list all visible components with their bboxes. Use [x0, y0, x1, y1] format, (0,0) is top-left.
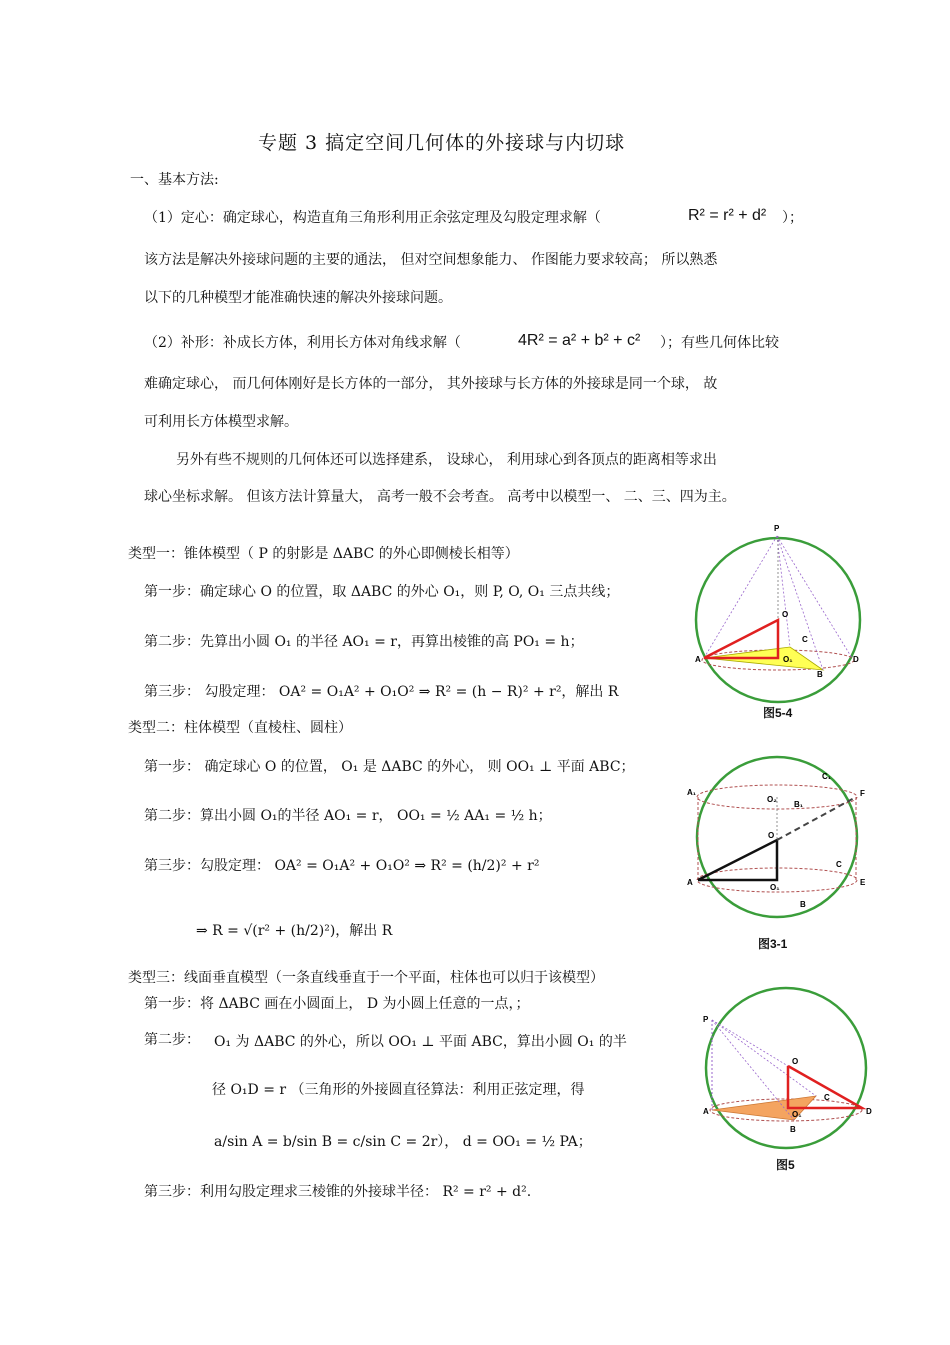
label-A: A — [695, 655, 701, 664]
type1-step3: 第三步： 勾股定理： OA² = O₁A² + O₁O² ⇒ R² = (h − R)² + r²，解出 R — [144, 684, 619, 700]
label-C1: C₁ — [822, 772, 832, 781]
lateral-edge — [712, 1020, 788, 1066]
method-1-formula: R² = r² + d² — [688, 207, 767, 224]
type1-heading: 类型一：锥体模型（ P 的射影是 ΔABC 的外心即侧棱长相等） — [128, 546, 519, 562]
method-1-text: （1）定心：确定球心，构造直角三角形利用正余弦定理及勾股定理求解（ — [144, 210, 601, 226]
label-C: C — [802, 635, 808, 644]
label-B1: B₁ — [794, 800, 804, 809]
type3-step2-line2: 径 O₁D = r （三角形的外接圆直径算法：利用正弦定理，得 — [212, 1082, 585, 1098]
figure-3-1 — [684, 752, 874, 932]
diagonal — [777, 797, 856, 840]
type3-step1: 第一步：将 ΔABC 画在小圆面上， D 为小圆上任意的一点，； — [144, 996, 530, 1012]
method-1-line2: 该方法是解决外接球问题的主要的通法， 但对空间想象能力、 作图能力要求较高； 所以熟悉 — [144, 252, 718, 268]
figure-5-4 — [690, 522, 870, 712]
page-title: 专题 3 搞定空间几何体的外接球与内切球 — [258, 132, 626, 154]
type1-step1: 第一步：确定球心 O 的位置，取 ΔABC 的外心 O₁，则 P, O, O₁ 三点共线； — [144, 584, 620, 600]
label-P: P — [774, 524, 780, 533]
label-C: C — [836, 860, 842, 869]
label-O2: O₂ — [767, 795, 777, 804]
label-P: P — [703, 1015, 709, 1024]
label-D: D — [866, 1107, 872, 1116]
figure-caption: 图5 — [776, 1158, 795, 1172]
right-triangle — [698, 840, 777, 880]
label-O: O — [782, 610, 789, 619]
label-D: D — [853, 655, 859, 664]
method-2-formula: 4R² = a² + b² + c² — [518, 332, 641, 349]
type2-step3: 第三步：勾股定理： OA² = O₁A² + O₁O² ⇒ R² = (h/2)² + r² — [144, 858, 540, 874]
label-A: A — [687, 878, 693, 887]
label-C: C — [824, 1093, 830, 1102]
label-A1: A₁ — [687, 788, 697, 797]
type2-step1: 第一步： 确定球心 O 的位置， O₁ 是 ΔABC 的外心， 则 OO₁ ⊥ 平面 ABC； — [144, 759, 635, 775]
label-O: O — [768, 831, 775, 840]
type2-heading: 类型二：柱体模型（直棱柱、圆柱） — [128, 720, 352, 736]
type3-step3: 第三步：利用勾股定理求三棱锥的外接球半径： R² = r² + d². — [144, 1184, 532, 1200]
method-2-end: ）；有些几何体比较 — [660, 335, 779, 351]
type3-heading: 类型三：线面垂直模型（一条直线垂直于一个平面，柱体也可以归于该模型） — [128, 970, 604, 986]
lateral-edge — [777, 536, 852, 658]
method-3-line1: 另外有些不规则的几何体还可以选择建系， 设球心， 利用球心到各顶点的距离相等求出 — [176, 452, 717, 468]
label-B: B — [800, 900, 806, 909]
label-A: A — [703, 1107, 709, 1116]
method-2-line2: 难确定球心， 而几何体刚好是长方体的一部分， 其外接球与长方体的外接球是同一个球， 故 — [144, 376, 718, 392]
method-1-end: ）； — [782, 210, 803, 226]
figure-caption: 图5-4 — [763, 706, 793, 720]
lateral-edge — [712, 1020, 816, 1096]
label-O1: O₁ — [783, 655, 793, 664]
figure-caption: 图3-1 — [758, 937, 788, 951]
type3-step2-label: 第二步： — [144, 1032, 200, 1048]
sphere-outline — [706, 988, 866, 1148]
method-2-line3: 可利用长方体模型求解。 — [144, 414, 298, 430]
type3-step2-line1: O₁ 为 ΔABC 的外心，所以 OO₁ ⊥ 平面 ABC，算出小圆 O₁ 的半 — [214, 1034, 627, 1050]
method-2-text: （2）补形：补成长方体，利用长方体对角线求解（ — [144, 335, 461, 351]
method-1-line3: 以下的几种模型才能准确快速的解决外接球问题。 — [144, 290, 452, 306]
method-3-line2: 球心坐标求解。 但该方法计算量大， 高考一般不会考查。 高考中以模型一、 二、三、四为主。 — [144, 489, 736, 505]
type1-step2: 第二步：先算出小圆 O₁ 的半径 AO₁ = r，再算出棱锥的高 PO₁ = h； — [144, 634, 584, 650]
type2-step2: 第二步：算出小圆 O₁的半径 AO₁ = r， OO₁ = ½ AA₁ = ½ h； — [144, 808, 552, 824]
figure-5 — [698, 980, 878, 1160]
type2-step4: ⇒ R = √(r² + (h/2)²)，解出 R — [196, 923, 393, 939]
label-F: F — [860, 789, 865, 798]
label-O1: O₁ — [770, 883, 780, 892]
label-B: B — [790, 1125, 796, 1134]
type3-step2-line3: a/sin A = b/sin B = c/sin C = 2r）， d = OO₁ = ½ PA； — [214, 1134, 592, 1150]
label-E: E — [860, 878, 866, 887]
label-O: O — [792, 1057, 799, 1066]
section-heading: 一、基本方法: — [130, 172, 219, 188]
label-O1: O₁ — [792, 1110, 802, 1119]
label-B: B — [817, 670, 823, 679]
